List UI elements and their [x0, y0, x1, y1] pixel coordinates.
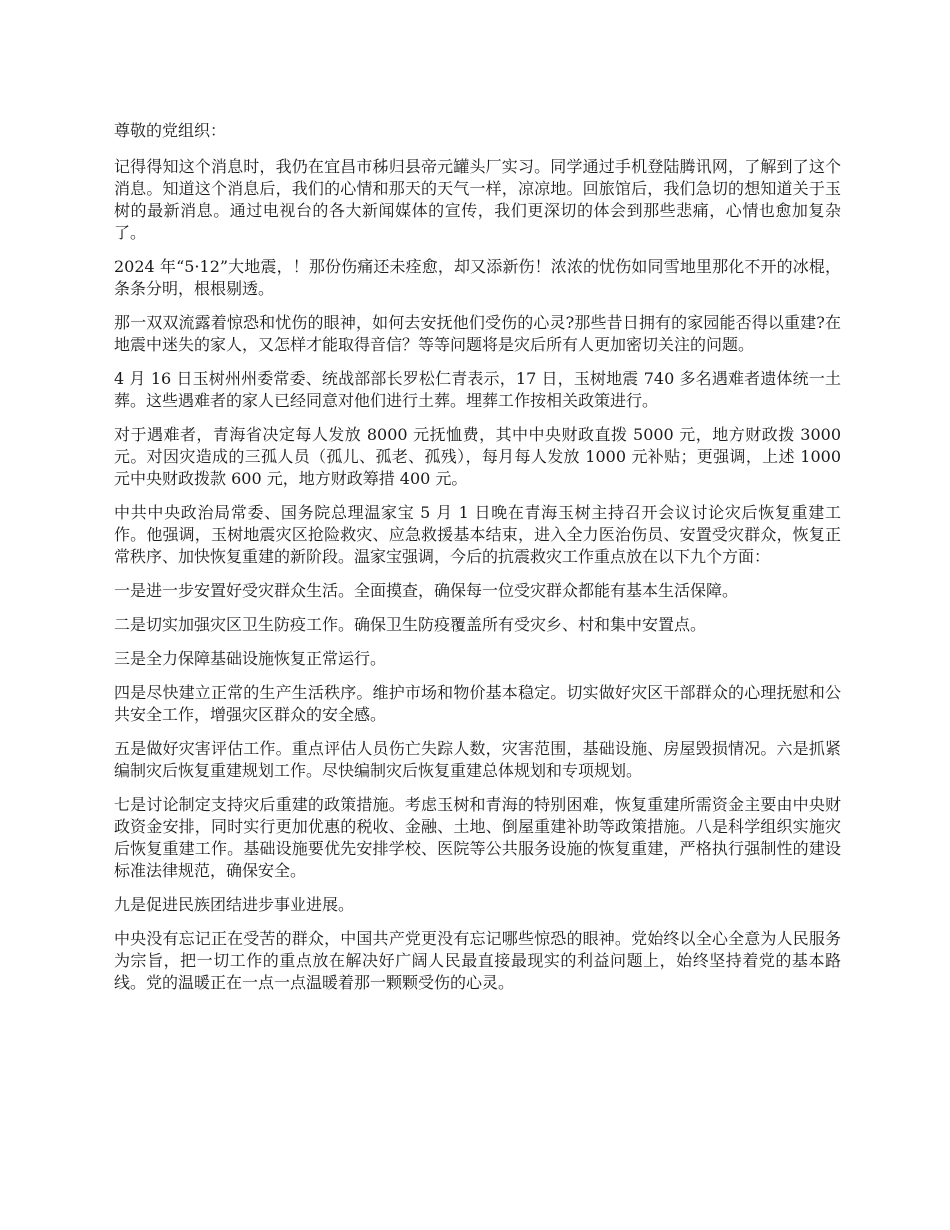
paragraph-internship-news: 记得得知这个消息时，我仍在宜昌市秭归县帝元罐头厂实习。同学通过手机登陆腾讯网，了解到了这个消息。知道这个消息后，我们的心情和那天的天气一样，凉凉地。回旅馆后，我们急切的想知道关于玉树的最新消息。通过电视台的各大新闻媒体的宣传，我们更深切的体会到那些悲痛，心情也愈加复杂了。 — [114, 157, 841, 242]
salutation: 尊敬的党组织： — [114, 121, 227, 140]
paragraph-point-5-6: 五是做好灾害评估工作。重点评估人员伤亡失踪人数，灾害范围，基础设施、房屋毁损情况。六是抓紧编制灾后恢复重建规划工作。尽快编制灾后恢复重建总体规划和专项规划。 — [114, 739, 841, 780]
paragraph-meeting: 中共中央政治局常委、国务院总理温家宝 5 月 1 日晚在青海玉树主持召开会议讨论灾后恢复重建工作。他强调，玉树地震灾区抢险救灾、应急救援基本结束，进入全力医治伤员、安置受灾群众，恢复正常秩序、加快恢复重建的新阶段。温家宝强调，今后的抗震救灾工作重点放在以下九个方面： — [114, 503, 841, 566]
paragraph-point-1: 一是进一步安置好受灾群众生活。全面摸查，确保每一位受灾群众都能有基本生活保障。 — [114, 581, 739, 600]
paragraph-compensation: 对于遇难者，青海省决定每人发放 8000 元抚恤费，其中中央财政直拨 5000 元，地方财政拨 3000 元。对因灾造成的三孤人员（孤儿、孤老、孤残），每月每人发放 1000 元补贴；更强调，上述 1000 元中央财政拨款 600 元，地方财政筹措 400 元。 — [114, 425, 841, 488]
paragraph-point-7-8: 七是讨论制定支持灾后重建的政策措施。考虑玉树和青海的特别困难，恢复重建所需资金主要由中央财政资金安排，同时实行更加优惠的税收、金融、土地、倒屋重建补助等政策措施。八是科学组织实施灾后恢复重建工作。基础设施要优先安排学校、医院等公共服务设施的恢复重建，严格执行强制性的建设标准法律规范，确保安全。 — [114, 795, 841, 880]
paragraph-point-9: 九是促进民族团结进步事业进展。 — [114, 895, 355, 914]
paragraph-point-2: 二是切实加强灾区卫生防疫工作。确保卫生防疫覆盖所有受灾乡、村和集中安置点。 — [114, 615, 707, 634]
paragraph-earthquake-memory: 2024 年“5·12”大地震，！那份伤痛还未痊愈，却又添新伤！浓浓的忧伤如同雪地里那化不开的冰棍，条条分明，根根剔透。 — [114, 257, 841, 298]
paragraph-burial: 4 月 16 日玉树州州委常委、统战部部长罗松仁青表示，17 日，玉树地震 740 多名遇难者遗体统一土葬。这些遇难者的家人已经同意对他们进行土葬。埋葬工作按相关政策进行。 — [114, 369, 841, 410]
paragraph-point-3: 三是全力保障基础设施恢复正常运行。 — [114, 649, 387, 668]
paragraph-conclusion: 中央没有忘记正在受苦的群众，中国共产党更没有忘记哪些惊恐的眼神。党始终以全心全意为人民服务为宗旨，把一切工作的重点放在解决好广阔人民最直接最现实的利益问题上，始终坚持着党的基本路线。党的温暖正在一点一点温暖着那一颗颗受伤的心灵。 — [114, 929, 841, 992]
paragraph-questions: 那一双双流露着惊恐和忧伤的眼神，如何去安抚他们受伤的心灵?那些昔日拥有的家园能否得以重建?在地震中迷失的家人，又怎样才能取得音信？等等问题将是灾后所有人更加密切关注的问题。 — [114, 313, 841, 354]
document-body — [114, 120, 841, 1006]
paragraph-point-4: 四是尽快建立正常的生产生活秩序。维护市场和物价基本稳定。切实做好灾区干部群众的心理抚慰和公共安全工作，增强灾区群众的安全感。 — [114, 683, 841, 724]
